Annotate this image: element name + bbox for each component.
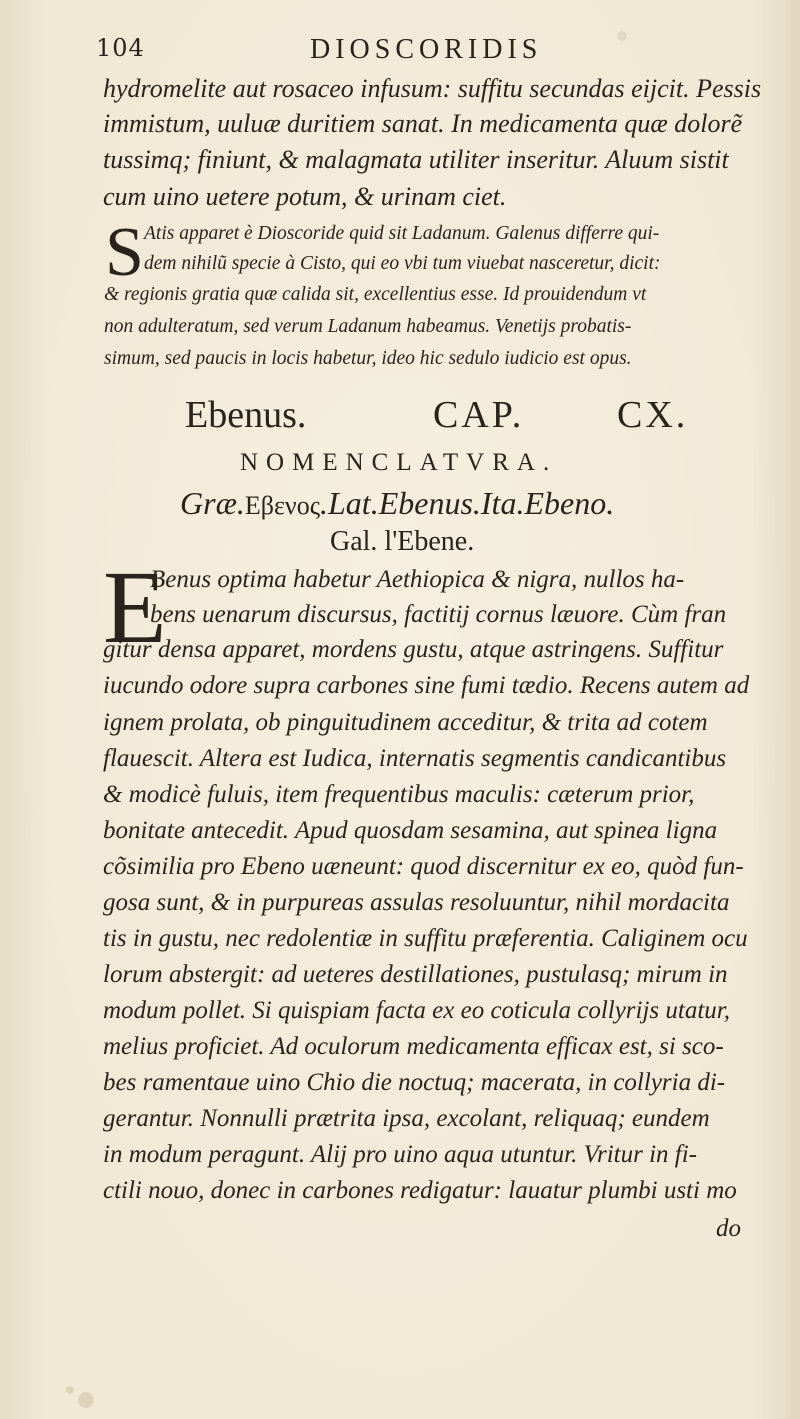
latin-word: Ebenus: [378, 485, 473, 521]
italian-word: Ebeno.: [524, 485, 615, 521]
main-text-line: lorum abstergit: ad ueteres destillationes, pustulasq; mirum in: [103, 961, 728, 988]
main-text-line: & modicè fuluis, item frequentibus maculis: cæterum prior,: [103, 781, 695, 808]
greek-label: Græ.: [180, 485, 245, 521]
main-text-line: melius proficiet. Ad oculorum medicamenta efficax est, si sco-: [103, 1033, 724, 1060]
main-text-line: gitur densa apparet, mordens gustu, atque astringens. Suffitur: [103, 636, 724, 663]
main-text-line: gosa sunt, & in purpureas assulas resoluuntur, nihil mordacita: [103, 889, 730, 916]
italian-label: .Ita.: [472, 485, 525, 521]
main-text-line: bonitate antecedit. Apud quosdam sesamina, aut spinea ligna: [103, 817, 718, 844]
running-title: DIOSCORIDIS: [310, 34, 543, 65]
text-line: hydromelite aut rosaceo infusum: suffitu secundas eijcit. Pessis: [103, 74, 762, 103]
main-text-line: ignem prolata, ob pinguitudinem acceditur, & trita ad cotem: [103, 709, 708, 736]
gallic-name: Gal. l'Ebene.: [330, 526, 475, 557]
main-text-line: bes ramentaue uino Chio die noctuq; macerata, in collyria di-: [103, 1069, 726, 1096]
commentary-line: non adulteratum, sed verum Ladanum habeamus. Venetijs probatis-: [104, 316, 632, 337]
drop-initial-e: E: [103, 550, 167, 665]
greek-word: Εβενος: [244, 491, 320, 520]
main-text-line: flauescit. Altera est Iudica, internatis segmentis candicantibus: [103, 745, 727, 772]
main-text-line: ctili nouo, donec in carbones redigatur: lauatur plumbi usti mo: [103, 1177, 737, 1204]
text-line: immistum, uuluæ duritiem sanat. In medicamenta quæ dolorẽ: [103, 109, 743, 138]
commentary-line: simum, sed paucis in locis habetur, ideo hic sedulo iudicio est opus.: [104, 348, 632, 369]
commentary-line: Atis apparet è Dioscoride quid sit Ladanum. Galenus differre qui-: [144, 223, 660, 244]
latin-label: .Lat.: [320, 485, 379, 521]
text-line: tussimq; finiunt, & malagmata utiliter inseritur. Aluum sistit: [103, 145, 729, 174]
chapter-cap-label: CAP.: [433, 394, 525, 436]
main-text-line: modum pollet. Si quispiam facta ex eo coticula collyrijs utatur,: [103, 997, 731, 1024]
main-text-line: in modum peragunt. Alij pro uino aqua utuntur. Vritur in fi-: [103, 1141, 698, 1168]
main-text-line: gerantur. Nonnulli prætrita ipsa, excolant, reliquaq; eundem: [103, 1105, 710, 1132]
main-text-line: bens uenarum discursus, factitij cornus læuore. Cùm fran: [150, 601, 727, 628]
main-text-line: iucundo odore supra carbones sine fumi tædio. Recens autem ad: [103, 672, 750, 699]
drop-initial-s: S: [105, 214, 144, 291]
main-text-line: tis in gustu, nec redolentiæ in suffitu præferentia. Caliginem ocu: [103, 925, 748, 952]
chapter-number: CX.: [617, 394, 689, 436]
main-text-line: cõsimilia pro Ebeno uæneunt: quod discernitur ex eo, quòd fun-: [103, 853, 744, 880]
chapter-title: Ebenus.: [185, 394, 307, 436]
commentary-line: dem nihilũ specie à Cisto, qui eo vbi tum viuebat nasceretur, dicit:: [144, 253, 661, 274]
page-number: 104: [96, 34, 145, 62]
nomenclatura-heading: NOMENCLATVRA.: [240, 449, 558, 476]
text-line: cum uino uetere potum, & urinam ciet.: [103, 182, 507, 211]
main-text-line: Benus optima habetur Aethiopica & nigra, nullos ha-: [150, 566, 685, 593]
catchword: do: [716, 1215, 741, 1242]
commentary-line: & regionis gratia quæ calida sit, excellentius esse. Id prouidendum vt: [104, 284, 647, 305]
